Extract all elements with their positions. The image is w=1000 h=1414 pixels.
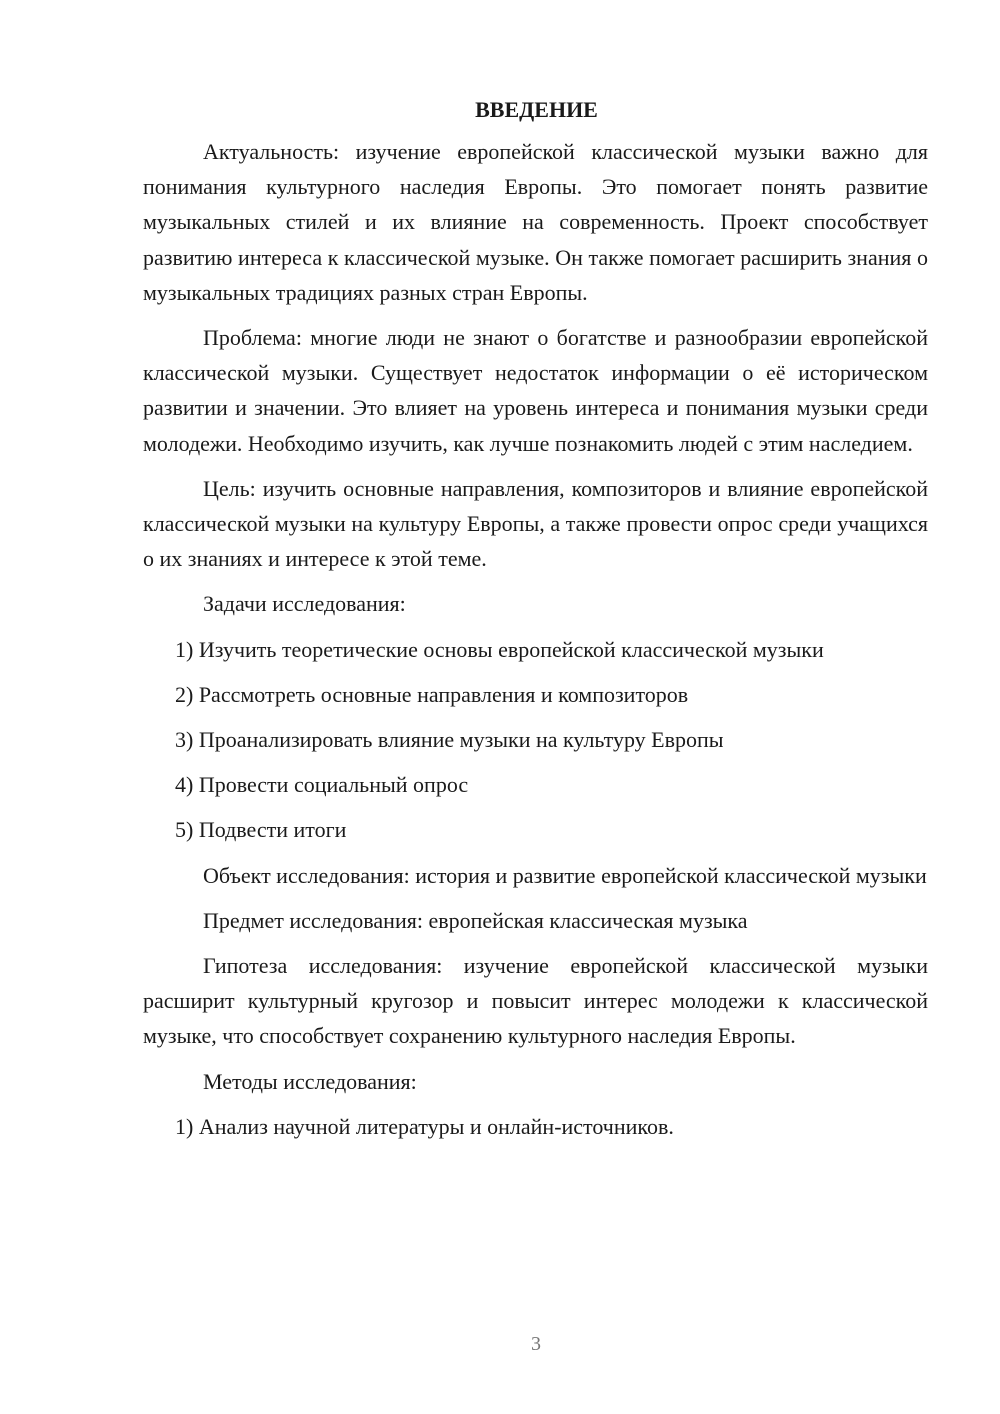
tasks-list (143, 632, 928, 848)
list-item: 5) Подвести итоги (175, 817, 347, 843)
subject-paragraph: Предмет исследования: европейская классическая музыка (203, 907, 748, 933)
hypothesis-paragraph: Гипотеза исследования: изучение европейской классической музыки расширит культурный кругозор и повысит интерес молодежи к классической музыке, что способствует сохранению культурного наследия Европы. (143, 953, 928, 1049)
object-paragraph: Объект исследования: история и развитие европейской классической музыки (203, 862, 927, 888)
methods-list (143, 1109, 928, 1144)
tasks-heading: Задачи исследования: (203, 591, 406, 617)
page-title: ВВЕДЕНИЕ (475, 97, 598, 122)
list-item: 2) Рассмотреть основные направления и композиторов (175, 681, 689, 707)
problem-paragraph: Проблема: многие люди не знают о богатстве и разнообразии европейской классической музыки. Существует недостаток информации о её историческом развитии и значении. Это влияет на уровень интереса и понимания музыки среди молодежи. Необходимо изучить, как лучше познакомить людей с этим наследием. (143, 325, 928, 456)
page-number: 3 (531, 1333, 541, 1355)
document-page (143, 94, 928, 1144)
list-item: 1) Анализ научной литературы и онлайн-источников. (175, 1113, 674, 1139)
list-item: 3) Проанализировать влияние музыки на культуру Европы (175, 727, 724, 753)
list-item: 1) Изучить теоретические основы европейской классической музыки (175, 636, 824, 662)
methods-heading: Методы исследования: (203, 1068, 417, 1094)
relevance-paragraph: Актуальность: изучение европейской классической музыки важно для понимания культурного наследия Европы. Это помогает понять развитие музыкальных стилей и их влияние на современность. Проект способствует развитию интереса к классической музыке. Он также помогает расширить знания о музыкальных традициях разных стран Европы. (143, 139, 928, 305)
goal-paragraph: Цель: изучить основные направления, композиторов и влияние европейской классической музыки на культуру Европы, а также провести опрос среди учащихся о их знаниях и интересе к этой теме. (143, 475, 928, 572)
list-item: 4) Провести социальный опрос (175, 772, 469, 798)
